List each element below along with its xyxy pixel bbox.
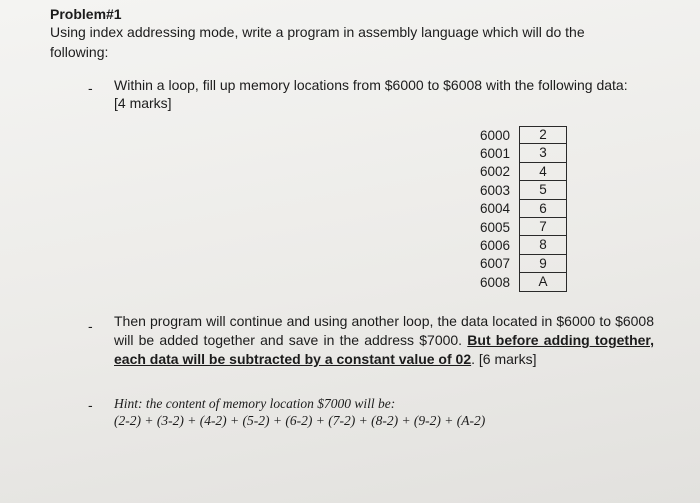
memory-value: 5 bbox=[519, 181, 567, 199]
memory-value: 7 bbox=[519, 218, 567, 236]
memory-table bbox=[462, 126, 567, 292]
memory-value: 9 bbox=[519, 255, 567, 273]
memory-row bbox=[462, 218, 567, 236]
task-fill-marks: [4 marks] bbox=[114, 95, 172, 111]
memory-row bbox=[462, 200, 567, 218]
memory-value: A bbox=[519, 273, 567, 291]
task-sum-memory bbox=[114, 312, 654, 369]
memory-row bbox=[462, 163, 567, 181]
memory-value: 8 bbox=[519, 236, 567, 254]
memory-address: 6006 bbox=[479, 238, 510, 254]
bullet-marker: - bbox=[88, 80, 93, 96]
memory-address: 6002 bbox=[479, 164, 510, 180]
task-sum-text: Then program will continue and using another loop, the data located in $6000 to $6008 will be added together and save in the address $7000. bbox=[114, 313, 654, 348]
task-fill-memory bbox=[114, 76, 654, 112]
task-sum-emphasis: But before adding together, each data will be subtracted by a constant value of 02 bbox=[114, 332, 655, 367]
memory-address: 6000 bbox=[479, 127, 510, 143]
hint-label: Hint: the content of memory location $7000 will be: bbox=[114, 396, 396, 411]
problem-title: Problem#1 bbox=[50, 6, 122, 22]
memory-row bbox=[462, 126, 567, 144]
memory-address: 6007 bbox=[479, 256, 510, 272]
bullet-marker: - bbox=[88, 397, 93, 413]
memory-address: 6003 bbox=[479, 182, 510, 198]
bullet-marker: - bbox=[88, 318, 93, 334]
memory-row bbox=[462, 273, 567, 291]
memory-row bbox=[462, 181, 567, 199]
task-fill-text: Within a loop, fill up memory locations from $6000 to $6008 with the following data: bbox=[114, 77, 628, 93]
memory-address: 6005 bbox=[479, 219, 510, 235]
hint-expression: (2-2) + (3-2) + (4-2) + (5-2) + (6-2) + (7-2) + (8-2) + (9-2) + (A-2) bbox=[114, 413, 486, 428]
memory-row bbox=[462, 144, 567, 162]
memory-value: 2 bbox=[519, 126, 567, 144]
memory-value: 6 bbox=[519, 200, 567, 218]
memory-address: 6004 bbox=[479, 201, 510, 217]
task-sum-marks: . [6 marks] bbox=[471, 351, 537, 367]
memory-address: 6001 bbox=[479, 146, 510, 162]
memory-value: 4 bbox=[519, 163, 567, 181]
hint bbox=[114, 395, 654, 429]
problem-intro: Using index addressing mode, write a program in assembly language which will do the following: bbox=[50, 24, 585, 60]
memory-value: 3 bbox=[519, 144, 567, 162]
memory-address: 6008 bbox=[479, 274, 510, 290]
memory-row bbox=[462, 255, 567, 273]
memory-row bbox=[462, 236, 567, 254]
